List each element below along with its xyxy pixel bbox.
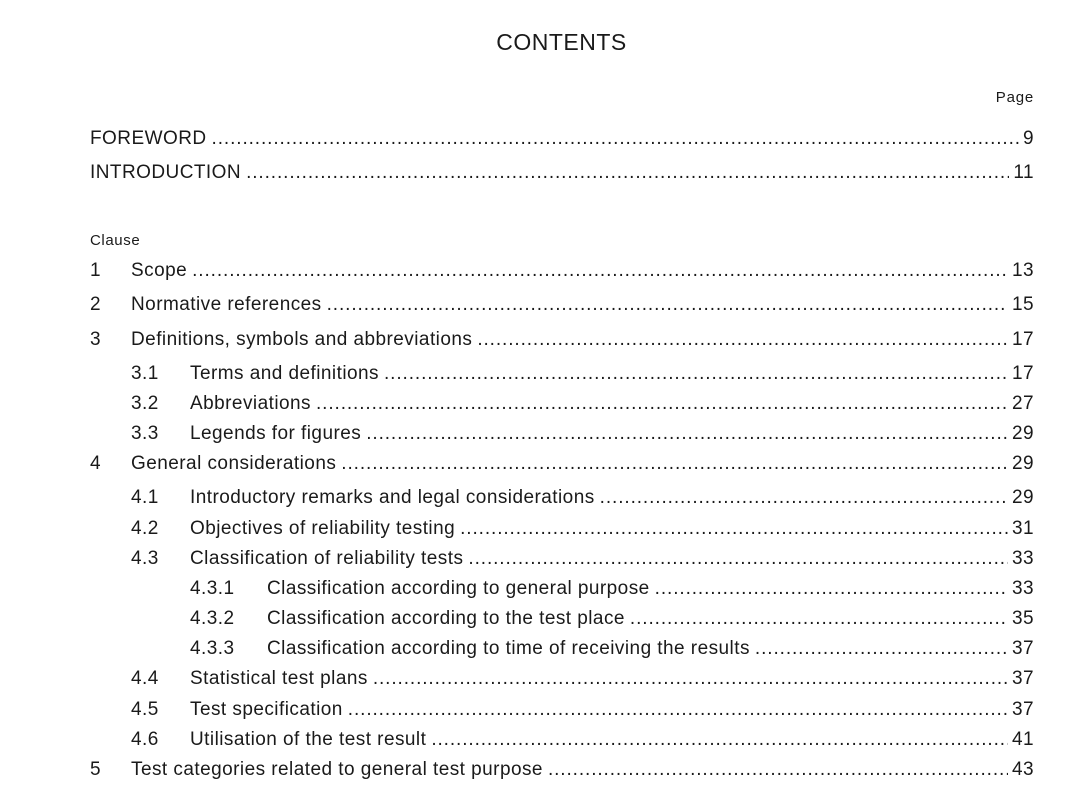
dot-leader: [192, 260, 1008, 282]
toc-entry[interactable]: [131, 363, 1034, 389]
toc-page-number: 17: [1011, 329, 1034, 350]
toc-page-number: 33: [1011, 548, 1034, 569]
toc-entry[interactable]: [131, 668, 1034, 694]
toc-entry-text: Classification according to time of receiving the results: [267, 638, 750, 659]
toc-entry-text: Legends for figures: [190, 423, 362, 444]
clause-column-label: Clause: [90, 232, 141, 249]
toc-entry-text: Normative references: [131, 294, 322, 315]
toc-page-number: 37: [1011, 668, 1034, 689]
dot-leader: [327, 294, 1008, 316]
toc-page-number: 29: [1011, 423, 1034, 444]
toc-page-number: 41: [1011, 729, 1034, 750]
toc-entry-text: Statistical test plans: [190, 668, 368, 689]
toc-entry-number: 4.3: [131, 548, 159, 569]
dot-leader: [477, 329, 1008, 351]
toc-entry-number: 3: [90, 329, 102, 350]
toc-entry-text: Utilisation of the test result: [190, 729, 427, 750]
toc-entry-text: Classification according to general purpose: [267, 578, 650, 599]
toc-page-number: 27: [1011, 393, 1034, 414]
toc-entry[interactable]: [131, 518, 1034, 544]
toc-entry-number: 5: [90, 759, 102, 780]
toc-page-number: 13: [1011, 260, 1034, 281]
dot-leader: [341, 453, 1008, 475]
toc-entry-text: Test specification: [190, 699, 343, 720]
toc-entry-number: 4.6: [131, 729, 159, 750]
toc-page-number: 29: [1011, 487, 1034, 508]
dot-leader: [348, 699, 1008, 721]
toc-entry-introduction[interactable]: [90, 162, 1034, 188]
toc-entry-number: 3.1: [131, 363, 159, 384]
toc-entry[interactable]: [131, 548, 1034, 574]
toc-entry-text: Introductory remarks and legal considerations: [190, 487, 595, 508]
toc-entry[interactable]: [90, 453, 1034, 479]
toc-entry-foreword[interactable]: [90, 128, 1034, 154]
toc-entry-text: Definitions, symbols and abbreviations: [131, 329, 473, 350]
dot-leader: [600, 487, 1008, 509]
dot-leader: [431, 729, 1008, 751]
toc-page-number: 17: [1011, 363, 1034, 384]
page-column-label: Page: [995, 89, 1034, 106]
dot-leader: [212, 128, 1019, 150]
dot-leader: [460, 518, 1008, 540]
toc-entry-text: FOREWORD: [90, 128, 207, 149]
contents-title: CONTENTS: [496, 29, 627, 55]
toc-page-number: 35: [1011, 608, 1034, 629]
toc-entry[interactable]: [190, 608, 1034, 634]
toc-entry-text: Classification of reliability tests: [190, 548, 464, 569]
toc-entry[interactable]: [131, 423, 1034, 449]
toc-entry-number: 4.1: [131, 487, 159, 508]
toc-entry-number: 4.3.1: [190, 578, 235, 599]
dot-leader: [366, 423, 1008, 445]
toc-page-number: 15: [1011, 294, 1034, 315]
toc-entry-text: Abbreviations: [190, 393, 311, 414]
toc-entry-text: General considerations: [131, 453, 337, 474]
toc-entry[interactable]: [90, 294, 1034, 320]
toc-entry-number: 1: [90, 260, 102, 281]
toc-entry-text: Scope: [131, 260, 188, 281]
toc-entry[interactable]: [190, 638, 1034, 664]
toc-entry-number: 2: [90, 294, 102, 315]
toc-page-number: 29: [1011, 453, 1034, 474]
dot-leader: [373, 668, 1008, 690]
toc-entry-number: 4: [90, 453, 102, 474]
dot-leader: [468, 548, 1008, 570]
toc-entry[interactable]: [90, 260, 1034, 286]
toc-entry-number: 4.5: [131, 699, 159, 720]
toc-entry[interactable]: [131, 393, 1034, 419]
toc-entry-number: 4.3.3: [190, 638, 235, 659]
dot-leader: [316, 393, 1008, 415]
toc-entry-number: 3.2: [131, 393, 159, 414]
toc-entry-number: 4.2: [131, 518, 159, 539]
toc-entry[interactable]: [90, 329, 1034, 355]
dot-leader: [384, 363, 1008, 385]
toc-page-number: 9: [1022, 128, 1034, 149]
toc-entry-text: INTRODUCTION: [90, 162, 242, 183]
toc-page-number: 31: [1011, 518, 1034, 539]
dot-leader: [755, 638, 1008, 660]
toc-page-number: 37: [1011, 638, 1034, 659]
toc-entry[interactable]: [131, 729, 1034, 755]
toc-page-number: 43: [1011, 759, 1034, 780]
toc-entry-text: Test categories related to general test purpose: [131, 759, 543, 780]
toc-entry[interactable]: [131, 699, 1034, 725]
dot-leader: [630, 608, 1008, 630]
toc-entry[interactable]: [190, 578, 1034, 604]
dot-leader: [246, 162, 1009, 184]
toc-entry[interactable]: [131, 487, 1034, 513]
toc-entry-text: Objectives of reliability testing: [190, 518, 456, 539]
toc-entry[interactable]: [90, 759, 1034, 785]
toc-page-number: 11: [1013, 162, 1034, 183]
dot-leader: [548, 759, 1008, 781]
toc-entry-text: Classification according to the test place: [267, 608, 625, 629]
toc-entry-number: 4.4: [131, 668, 159, 689]
toc-entry-text: Terms and definitions: [190, 363, 379, 384]
toc-entry-number: 4.3.2: [190, 608, 235, 629]
toc-entry-number: 3.3: [131, 423, 159, 444]
toc-page-number: 33: [1011, 578, 1034, 599]
toc-page-number: 37: [1011, 699, 1034, 720]
dot-leader: [655, 578, 1008, 600]
